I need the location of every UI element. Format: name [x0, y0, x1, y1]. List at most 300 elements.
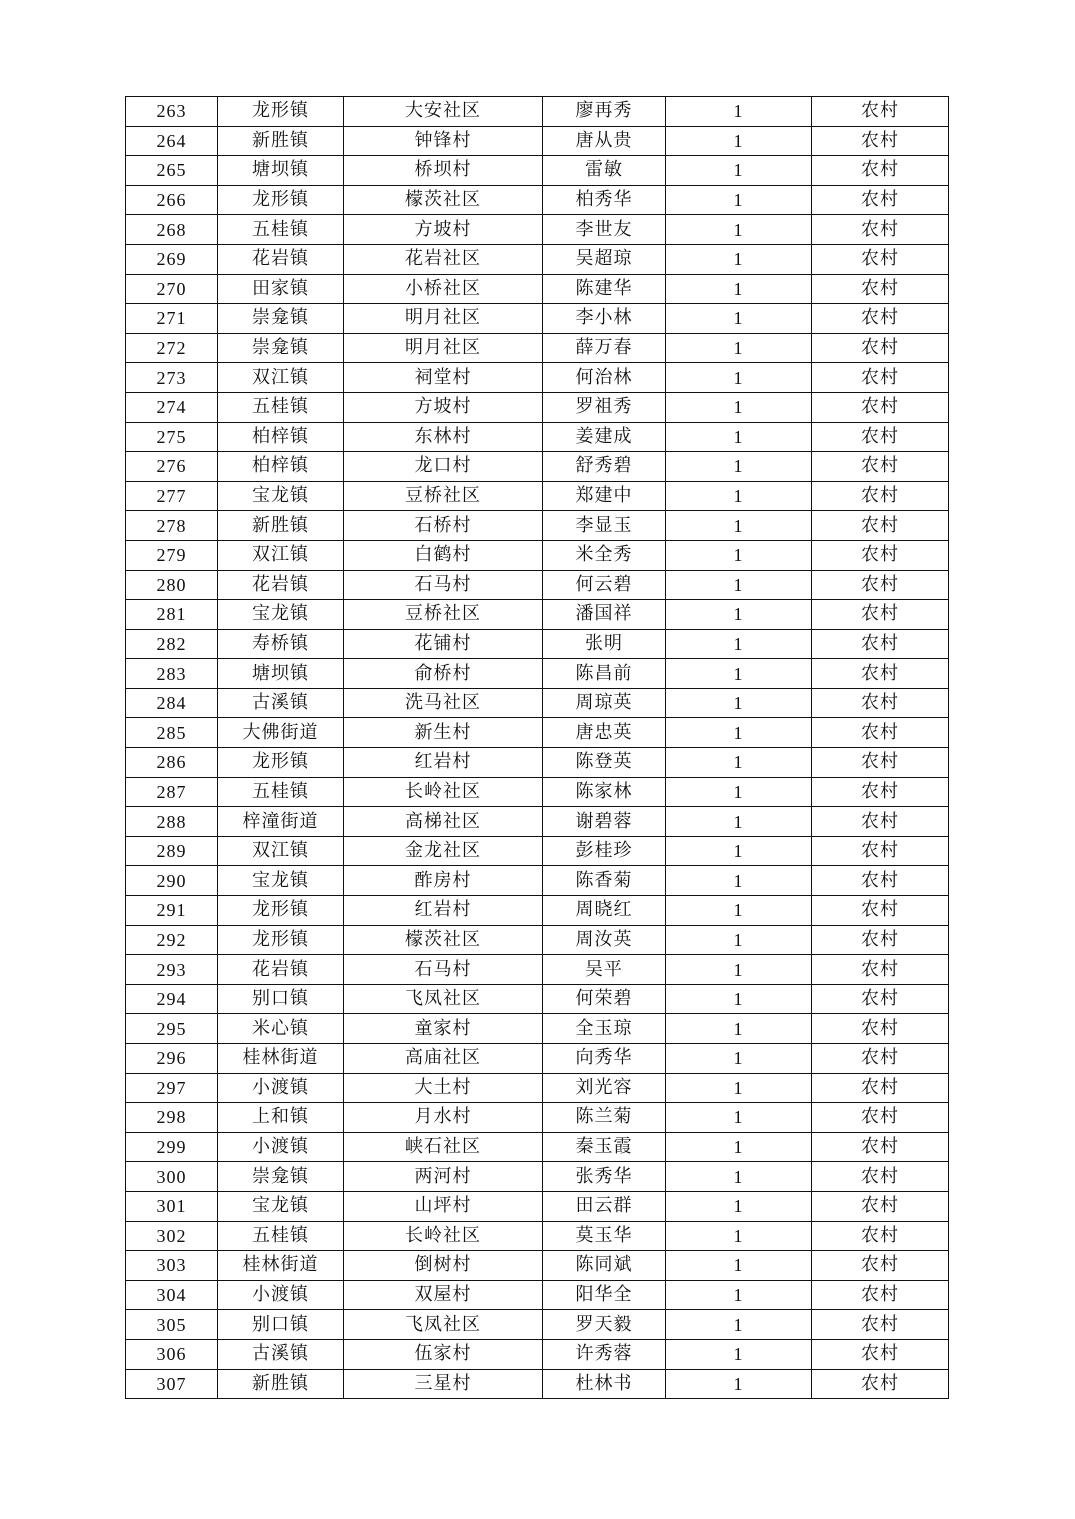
- category-cell: 农村: [812, 1310, 949, 1340]
- category-cell: 农村: [812, 1251, 949, 1281]
- count-cell: 1: [666, 540, 812, 570]
- town-cell: 龙形镇: [218, 97, 344, 127]
- count-cell: 1: [666, 244, 812, 274]
- serial-number-cell: 263: [126, 97, 218, 127]
- town-cell: 米心镇: [218, 1014, 344, 1044]
- name-cell: 陈昌前: [543, 659, 666, 689]
- count-cell: 1: [666, 511, 812, 541]
- serial-number-cell: 270: [126, 274, 218, 304]
- village-cell: 檬茨社区: [344, 925, 543, 955]
- serial-number-cell: 285: [126, 718, 218, 748]
- category-cell: 农村: [812, 274, 949, 304]
- town-cell: 花岩镇: [218, 570, 344, 600]
- town-cell: 宝龙镇: [218, 866, 344, 896]
- serial-number-cell: 289: [126, 836, 218, 866]
- town-cell: 双江镇: [218, 363, 344, 393]
- village-cell: 钟锋村: [344, 126, 543, 156]
- category-cell: 农村: [812, 984, 949, 1014]
- serial-number-cell: 284: [126, 688, 218, 718]
- name-cell: 陈建华: [543, 274, 666, 304]
- category-cell: 农村: [812, 1369, 949, 1399]
- name-cell: 薛万春: [543, 333, 666, 363]
- table-row: [126, 452, 949, 482]
- table-row: [126, 1103, 949, 1133]
- village-cell: 明月社区: [344, 333, 543, 363]
- table-row: [126, 1162, 949, 1192]
- category-cell: 农村: [812, 97, 949, 127]
- town-cell: 花岩镇: [218, 244, 344, 274]
- serial-number-cell: 295: [126, 1014, 218, 1044]
- town-cell: 柏梓镇: [218, 452, 344, 482]
- category-cell: 农村: [812, 1191, 949, 1221]
- town-cell: 古溪镇: [218, 688, 344, 718]
- table-row: [126, 333, 949, 363]
- town-cell: 宝龙镇: [218, 1191, 344, 1221]
- village-cell: 明月社区: [344, 304, 543, 334]
- table-row: [126, 1044, 949, 1074]
- village-cell: 檬茨社区: [344, 185, 543, 215]
- village-cell: 红岩村: [344, 896, 543, 926]
- count-cell: 1: [666, 807, 812, 837]
- table-row: [126, 718, 949, 748]
- name-cell: 李世友: [543, 215, 666, 245]
- count-cell: 1: [666, 1103, 812, 1133]
- village-cell: 童家村: [344, 1014, 543, 1044]
- count-cell: 1: [666, 1339, 812, 1369]
- name-cell: 李显玉: [543, 511, 666, 541]
- name-cell: 张秀华: [543, 1162, 666, 1192]
- village-cell: 小桥社区: [344, 274, 543, 304]
- name-cell: 陈同斌: [543, 1251, 666, 1281]
- table-row: [126, 304, 949, 334]
- table-row: [126, 925, 949, 955]
- table-row: [126, 896, 949, 926]
- table-row: [126, 511, 949, 541]
- table-row: [126, 777, 949, 807]
- town-cell: 龙形镇: [218, 748, 344, 778]
- category-cell: 农村: [812, 156, 949, 186]
- serial-number-cell: 280: [126, 570, 218, 600]
- count-cell: 1: [666, 718, 812, 748]
- category-cell: 农村: [812, 304, 949, 334]
- serial-number-cell: 288: [126, 807, 218, 837]
- serial-number-cell: 282: [126, 629, 218, 659]
- table-row: [126, 1280, 949, 1310]
- name-cell: 周晓红: [543, 896, 666, 926]
- category-cell: 农村: [812, 807, 949, 837]
- serial-number-cell: 307: [126, 1369, 218, 1399]
- town-cell: 桂林街道: [218, 1044, 344, 1074]
- category-cell: 农村: [812, 748, 949, 778]
- serial-number-cell: 268: [126, 215, 218, 245]
- serial-number-cell: 302: [126, 1221, 218, 1251]
- village-cell: 方坡村: [344, 392, 543, 422]
- table-row: [126, 1339, 949, 1369]
- serial-number-cell: 287: [126, 777, 218, 807]
- count-cell: 1: [666, 688, 812, 718]
- name-cell: 郑建中: [543, 481, 666, 511]
- village-cell: 俞桥村: [344, 659, 543, 689]
- town-cell: 花岩镇: [218, 955, 344, 985]
- village-cell: 桥坝村: [344, 156, 543, 186]
- village-cell: 石马村: [344, 955, 543, 985]
- roster-table-body: [126, 97, 949, 1399]
- serial-number-cell: 297: [126, 1073, 218, 1103]
- town-cell: 崇龛镇: [218, 333, 344, 363]
- name-cell: 罗祖秀: [543, 392, 666, 422]
- serial-number-cell: 306: [126, 1339, 218, 1369]
- town-cell: 柏梓镇: [218, 422, 344, 452]
- town-cell: 宝龙镇: [218, 481, 344, 511]
- table-row: [126, 955, 949, 985]
- count-cell: 1: [666, 97, 812, 127]
- table-row: [126, 866, 949, 896]
- town-cell: 别口镇: [218, 984, 344, 1014]
- town-cell: 新胜镇: [218, 1369, 344, 1399]
- serial-number-cell: 301: [126, 1191, 218, 1221]
- village-cell: 洗马社区: [344, 688, 543, 718]
- town-cell: 宝龙镇: [218, 600, 344, 630]
- count-cell: 1: [666, 836, 812, 866]
- name-cell: 舒秀碧: [543, 452, 666, 482]
- name-cell: 陈香菊: [543, 866, 666, 896]
- town-cell: 塘坝镇: [218, 659, 344, 689]
- village-cell: 花岩社区: [344, 244, 543, 274]
- category-cell: 农村: [812, 955, 949, 985]
- town-cell: 梓潼街道: [218, 807, 344, 837]
- table-row: [126, 1221, 949, 1251]
- name-cell: 阳华全: [543, 1280, 666, 1310]
- roster-table: [125, 96, 949, 1399]
- village-cell: 祠堂村: [344, 363, 543, 393]
- count-cell: 1: [666, 748, 812, 778]
- serial-number-cell: 304: [126, 1280, 218, 1310]
- town-cell: 五桂镇: [218, 1221, 344, 1251]
- category-cell: 农村: [812, 1221, 949, 1251]
- town-cell: 塘坝镇: [218, 156, 344, 186]
- town-cell: 五桂镇: [218, 392, 344, 422]
- village-cell: 方坡村: [344, 215, 543, 245]
- village-cell: 山坪村: [344, 1191, 543, 1221]
- village-cell: 红岩村: [344, 748, 543, 778]
- village-cell: 金龙社区: [344, 836, 543, 866]
- name-cell: 莫玉华: [543, 1221, 666, 1251]
- category-cell: 农村: [812, 1339, 949, 1369]
- category-cell: 农村: [812, 570, 949, 600]
- category-cell: 农村: [812, 452, 949, 482]
- name-cell: 向秀华: [543, 1044, 666, 1074]
- table-row: [126, 185, 949, 215]
- count-cell: 1: [666, 1162, 812, 1192]
- count-cell: 1: [666, 215, 812, 245]
- name-cell: 杜林书: [543, 1369, 666, 1399]
- name-cell: 何荣碧: [543, 984, 666, 1014]
- count-cell: 1: [666, 896, 812, 926]
- serial-number-cell: 296: [126, 1044, 218, 1074]
- serial-number-cell: 291: [126, 896, 218, 926]
- category-cell: 农村: [812, 1044, 949, 1074]
- town-cell: 别口镇: [218, 1310, 344, 1340]
- name-cell: 谢碧蓉: [543, 807, 666, 837]
- village-cell: 双屋村: [344, 1280, 543, 1310]
- town-cell: 五桂镇: [218, 215, 344, 245]
- village-cell: 酢房村: [344, 866, 543, 896]
- table-row: [126, 126, 949, 156]
- count-cell: 1: [666, 777, 812, 807]
- category-cell: 农村: [812, 925, 949, 955]
- town-cell: 龙形镇: [218, 185, 344, 215]
- village-cell: 倒树村: [344, 1251, 543, 1281]
- table-row: [126, 392, 949, 422]
- serial-number-cell: 281: [126, 600, 218, 630]
- category-cell: 农村: [812, 718, 949, 748]
- town-cell: 双江镇: [218, 836, 344, 866]
- count-cell: 1: [666, 185, 812, 215]
- count-cell: 1: [666, 570, 812, 600]
- count-cell: 1: [666, 1073, 812, 1103]
- village-cell: 月水村: [344, 1103, 543, 1133]
- category-cell: 农村: [812, 1162, 949, 1192]
- count-cell: 1: [666, 274, 812, 304]
- village-cell: 豆桥社区: [344, 481, 543, 511]
- name-cell: 柏秀华: [543, 185, 666, 215]
- serial-number-cell: 283: [126, 659, 218, 689]
- serial-number-cell: 293: [126, 955, 218, 985]
- table-row: [126, 363, 949, 393]
- count-cell: 1: [666, 1369, 812, 1399]
- table-row: [126, 1191, 949, 1221]
- village-cell: 龙口村: [344, 452, 543, 482]
- name-cell: 许秀蓉: [543, 1339, 666, 1369]
- table-row: [126, 1132, 949, 1162]
- town-cell: 上和镇: [218, 1103, 344, 1133]
- village-cell: 白鹤村: [344, 540, 543, 570]
- count-cell: 1: [666, 1310, 812, 1340]
- village-cell: 伍家村: [344, 1339, 543, 1369]
- count-cell: 1: [666, 422, 812, 452]
- category-cell: 农村: [812, 333, 949, 363]
- count-cell: 1: [666, 1132, 812, 1162]
- serial-number-cell: 279: [126, 540, 218, 570]
- name-cell: 陈登英: [543, 748, 666, 778]
- count-cell: 1: [666, 333, 812, 363]
- village-cell: 豆桥社区: [344, 600, 543, 630]
- village-cell: 石桥村: [344, 511, 543, 541]
- category-cell: 农村: [812, 1103, 949, 1133]
- serial-number-cell: 292: [126, 925, 218, 955]
- town-cell: 桂林街道: [218, 1251, 344, 1281]
- count-cell: 1: [666, 629, 812, 659]
- category-cell: 农村: [812, 600, 949, 630]
- name-cell: 周琼英: [543, 688, 666, 718]
- serial-number-cell: 274: [126, 392, 218, 422]
- name-cell: 何治林: [543, 363, 666, 393]
- count-cell: 1: [666, 984, 812, 1014]
- table-row: [126, 1369, 949, 1399]
- count-cell: 1: [666, 304, 812, 334]
- village-cell: 大安社区: [344, 97, 543, 127]
- village-cell: 大土村: [344, 1073, 543, 1103]
- table-row: [126, 836, 949, 866]
- name-cell: 彭桂珍: [543, 836, 666, 866]
- serial-number-cell: 272: [126, 333, 218, 363]
- name-cell: 何云碧: [543, 570, 666, 600]
- category-cell: 农村: [812, 185, 949, 215]
- serial-number-cell: 299: [126, 1132, 218, 1162]
- category-cell: 农村: [812, 777, 949, 807]
- category-cell: 农村: [812, 688, 949, 718]
- town-cell: 新胜镇: [218, 511, 344, 541]
- count-cell: 1: [666, 1191, 812, 1221]
- serial-number-cell: 286: [126, 748, 218, 778]
- name-cell: 吴超琼: [543, 244, 666, 274]
- count-cell: 1: [666, 659, 812, 689]
- serial-number-cell: 294: [126, 984, 218, 1014]
- category-cell: 农村: [812, 1073, 949, 1103]
- table-row: [126, 215, 949, 245]
- village-cell: 两河村: [344, 1162, 543, 1192]
- serial-number-cell: 276: [126, 452, 218, 482]
- village-cell: 高庙社区: [344, 1044, 543, 1074]
- category-cell: 农村: [812, 1280, 949, 1310]
- serial-number-cell: 269: [126, 244, 218, 274]
- category-cell: 农村: [812, 866, 949, 896]
- count-cell: 1: [666, 955, 812, 985]
- name-cell: 姜建成: [543, 422, 666, 452]
- table-row: [126, 807, 949, 837]
- village-cell: 高梯社区: [344, 807, 543, 837]
- name-cell: 刘光容: [543, 1073, 666, 1103]
- count-cell: 1: [666, 156, 812, 186]
- serial-number-cell: 264: [126, 126, 218, 156]
- name-cell: 唐从贵: [543, 126, 666, 156]
- category-cell: 农村: [812, 215, 949, 245]
- table-row: [126, 600, 949, 630]
- town-cell: 龙形镇: [218, 925, 344, 955]
- town-cell: 小渡镇: [218, 1073, 344, 1103]
- village-cell: 花铺村: [344, 629, 543, 659]
- town-cell: 崇龛镇: [218, 304, 344, 334]
- table-row: [126, 1073, 949, 1103]
- count-cell: 1: [666, 363, 812, 393]
- town-cell: 双江镇: [218, 540, 344, 570]
- table-row: [126, 422, 949, 452]
- table-row: [126, 688, 949, 718]
- category-cell: 农村: [812, 511, 949, 541]
- table-row: [126, 97, 949, 127]
- name-cell: 田云群: [543, 1191, 666, 1221]
- count-cell: 1: [666, 481, 812, 511]
- town-cell: 五桂镇: [218, 777, 344, 807]
- count-cell: 1: [666, 866, 812, 896]
- name-cell: 张明: [543, 629, 666, 659]
- category-cell: 农村: [812, 392, 949, 422]
- name-cell: 陈兰菊: [543, 1103, 666, 1133]
- name-cell: 廖再秀: [543, 97, 666, 127]
- town-cell: 古溪镇: [218, 1339, 344, 1369]
- serial-number-cell: 290: [126, 866, 218, 896]
- name-cell: 米全秀: [543, 540, 666, 570]
- village-cell: 峡石社区: [344, 1132, 543, 1162]
- table-row: [126, 274, 949, 304]
- table-row: [126, 1310, 949, 1340]
- table-row: [126, 1251, 949, 1281]
- village-cell: 长岭社区: [344, 1221, 543, 1251]
- town-cell: 大佛街道: [218, 718, 344, 748]
- name-cell: 全玉琼: [543, 1014, 666, 1044]
- village-cell: 长岭社区: [344, 777, 543, 807]
- village-cell: 飞凤社区: [344, 1310, 543, 1340]
- name-cell: 雷敏: [543, 156, 666, 186]
- count-cell: 1: [666, 452, 812, 482]
- category-cell: 农村: [812, 363, 949, 393]
- serial-number-cell: 298: [126, 1103, 218, 1133]
- category-cell: 农村: [812, 629, 949, 659]
- table-row: [126, 481, 949, 511]
- count-cell: 1: [666, 925, 812, 955]
- village-cell: 三星村: [344, 1369, 543, 1399]
- serial-number-cell: 303: [126, 1251, 218, 1281]
- serial-number-cell: 271: [126, 304, 218, 334]
- table-row: [126, 1014, 949, 1044]
- village-cell: 石马村: [344, 570, 543, 600]
- name-cell: 唐忠英: [543, 718, 666, 748]
- count-cell: 1: [666, 1251, 812, 1281]
- name-cell: 李小林: [543, 304, 666, 334]
- table-row: [126, 659, 949, 689]
- name-cell: 潘国祥: [543, 600, 666, 630]
- category-cell: 农村: [812, 540, 949, 570]
- table-row: [126, 244, 949, 274]
- town-cell: 崇龛镇: [218, 1162, 344, 1192]
- category-cell: 农村: [812, 659, 949, 689]
- serial-number-cell: 278: [126, 511, 218, 541]
- category-cell: 农村: [812, 126, 949, 156]
- serial-number-cell: 300: [126, 1162, 218, 1192]
- table-row: [126, 984, 949, 1014]
- category-cell: 农村: [812, 244, 949, 274]
- name-cell: 周汝英: [543, 925, 666, 955]
- serial-number-cell: 275: [126, 422, 218, 452]
- town-cell: 小渡镇: [218, 1280, 344, 1310]
- town-cell: 寿桥镇: [218, 629, 344, 659]
- town-cell: 新胜镇: [218, 126, 344, 156]
- category-cell: 农村: [812, 481, 949, 511]
- count-cell: 1: [666, 1221, 812, 1251]
- category-cell: 农村: [812, 1132, 949, 1162]
- name-cell: 秦玉霞: [543, 1132, 666, 1162]
- table-row: [126, 540, 949, 570]
- name-cell: 陈家林: [543, 777, 666, 807]
- count-cell: 1: [666, 600, 812, 630]
- name-cell: 罗天毅: [543, 1310, 666, 1340]
- serial-number-cell: 305: [126, 1310, 218, 1340]
- table-row: [126, 629, 949, 659]
- serial-number-cell: 265: [126, 156, 218, 186]
- village-cell: 新生村: [344, 718, 543, 748]
- serial-number-cell: 277: [126, 481, 218, 511]
- category-cell: 农村: [812, 1014, 949, 1044]
- town-cell: 田家镇: [218, 274, 344, 304]
- category-cell: 农村: [812, 836, 949, 866]
- town-cell: 龙形镇: [218, 896, 344, 926]
- name-cell: 吴平: [543, 955, 666, 985]
- category-cell: 农村: [812, 422, 949, 452]
- serial-number-cell: 273: [126, 363, 218, 393]
- table-row: [126, 570, 949, 600]
- table-row: [126, 156, 949, 186]
- town-cell: 小渡镇: [218, 1132, 344, 1162]
